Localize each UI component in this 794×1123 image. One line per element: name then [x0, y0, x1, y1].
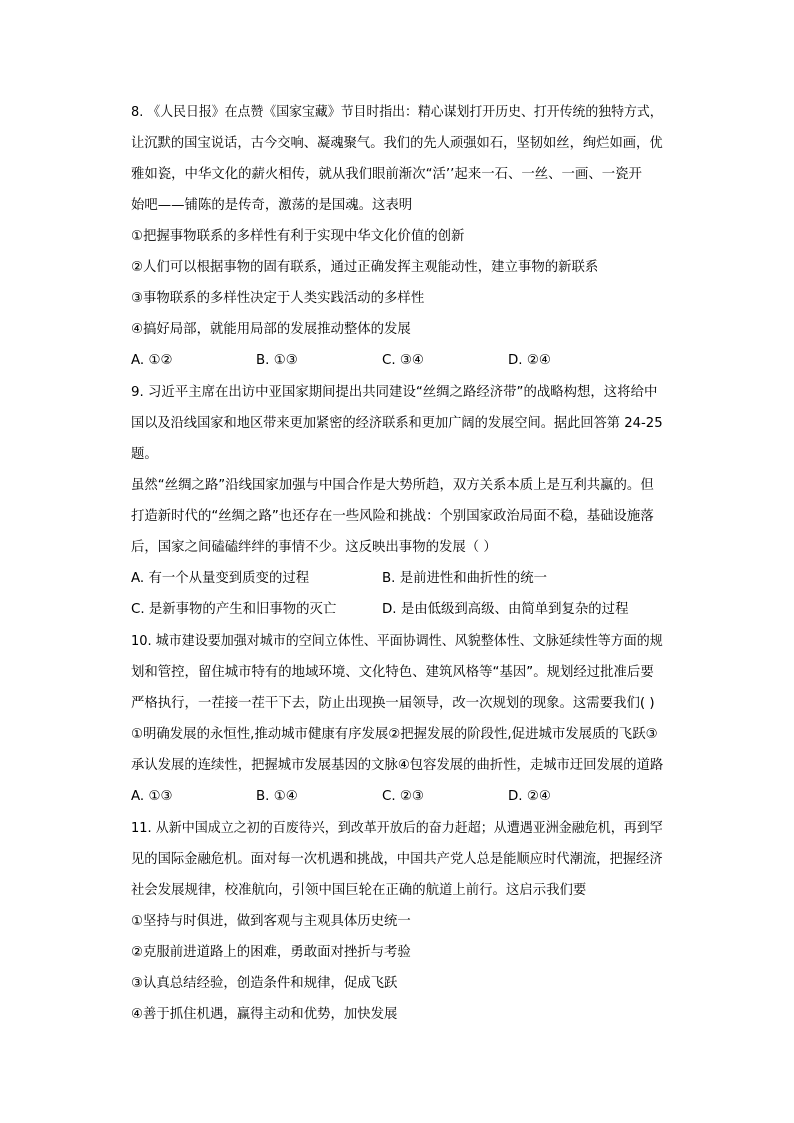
q9-stem-line-3: 题。: [131, 447, 158, 462]
q8-option-a[interactable]: A. ①②: [131, 353, 173, 368]
q8-option-d[interactable]: D. ②④: [508, 353, 551, 368]
q11-statement-1: ①坚持与时俱进，做到客观与主观具体历史统一: [131, 914, 411, 929]
q9-option-d[interactable]: D. 是由低级到高级、由简单到复杂的过程: [382, 602, 629, 617]
q9-stem-line-1: 9. 习近平主席在出访中亚国家期间提出共同建设“丝绸之路经济带”的战略构想，这将给中: [131, 385, 658, 400]
q11-statement-4: ④善于抓住机遇，赢得主动和优势，加快发展: [131, 1007, 398, 1022]
q11-stem-line-2: 见的国际金融危机。面对每一次机遇和挑战，中国共产党人总是能顺应时代潮流，把握经济: [131, 852, 663, 867]
q8-statement-2: ②人们可以根据事物的固有联系，通过正确发挥主观能动性，建立事物的新联系: [131, 260, 599, 275]
q8-stem-line-3: 雅如瓷，中华文化的薪火相传，就从我们眼前渐次“活’’起来一石、一丝、一画、一瓷开: [131, 167, 642, 182]
q10-option-c[interactable]: C. ②③: [382, 789, 424, 804]
q8-statement-3: ③事物联系的多样性决定于人类实践活动的多样性: [131, 291, 425, 306]
q8-stem-line-1: 8. 《人民日报》在点赞《国家宝藏》节目时指出：精心谋划打开历史、打开传统的独特方式，: [131, 105, 663, 120]
q9-option-a[interactable]: A. 有一个从量变到质变的过程: [131, 571, 310, 586]
q10-stem-line-5: 承认发展的连续性，把握城市发展基因的文脉④包容发展的曲折性，走城市迂回发展的道路: [131, 758, 664, 773]
q10-stem-line-4: ①明确发展的永恒性,推动城市健康有序发展②把握发展的阶段性,促进城市发展质的飞跃③: [131, 727, 658, 742]
q10-option-a[interactable]: A. ①③: [131, 789, 173, 804]
q10-stem-line-1: 10. 城市建设要加强对城市的空间立体性、平面协调性、风貌整体性、文脉延续性等方面的规: [131, 634, 663, 649]
q9-stem-line-4: 虽然“丝绸之路”沿线国家加强与中国合作是大势所趋，双方关系本质上是互利共赢的。但: [131, 478, 654, 493]
q9-stem-line-6: 后，国家之间磕磕绊绊的事情不少。这反映出事物的发展（ ）: [131, 540, 497, 555]
q8-option-b[interactable]: B. ①③: [256, 353, 298, 368]
q10-stem-line-2: 划和管控，留住城市特有的地域环境、文化特色、建筑风格等“基因”。规划经过批准后要: [131, 665, 654, 680]
q11-stem-line-1: 11. 从新中国成立之初的百废待兴，到改革开放后的奋力赶超；从遭遇亚洲金融危机，再到罕: [131, 821, 663, 836]
q8-statement-1: ①把握事物联系的多样性有利于实现中华文化价值的创新: [131, 229, 465, 244]
q9-option-c[interactable]: C. 是新事物的产生和旧事物的灭亡: [131, 602, 337, 617]
q11-statement-2: ②克服前进道路上的困难，勇敢面对挫折与考验: [131, 945, 411, 960]
q8-statement-4: ④搞好局部，就能用局部的发展推动整体的发展: [131, 322, 411, 337]
q8-option-c[interactable]: C. ③④: [382, 353, 424, 368]
q10-option-d[interactable]: D. ②④: [508, 789, 551, 804]
q11-statement-3: ③认真总结经验，创造条件和规律，促成飞跃: [131, 976, 398, 991]
q9-option-b[interactable]: B. 是前进性和曲折性的统一: [382, 571, 547, 586]
q8-stem-line-4: 始吧——铺陈的是传奇，激荡的是国魂。这表明: [131, 198, 413, 213]
q10-stem-line-3: 严格执行，一茬接一茬干下去，防止出现换一届领导，改一次规划的现象。这需要我们( ): [131, 696, 655, 711]
q8-stem-line-2: 让沉默的国宝说话，古今交响、凝魂聚气。我们的先人顽强如石，坚韧如丝，绚烂如画，优: [131, 136, 663, 151]
q9-stem-line-5: 打造新时代的“丝绸之路”也还存在一些风险和挑战：个别国家政治局面不稳，基础设施落: [131, 509, 654, 524]
q9-stem-line-2: 国以及沿线国家和地区带来更加紧密的经济联系和更加广阔的发展空间。据此回答第 24-25: [131, 416, 663, 431]
q10-option-b[interactable]: B. ①④: [256, 789, 298, 804]
q11-stem-line-3: 社会发展规律，校准航向，引领中国巨轮在正确的航道上前行。这启示我们要: [131, 883, 587, 898]
